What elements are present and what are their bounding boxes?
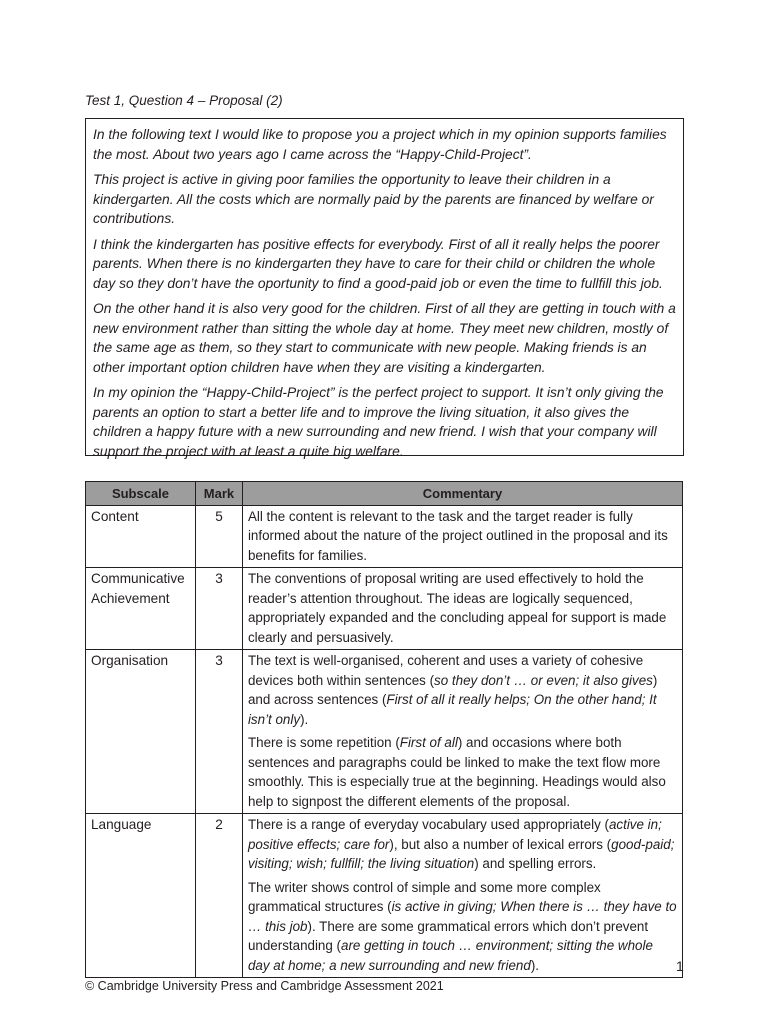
- commentary-text: ). There are some grammatical errors which don’t prevent understanding (: [247, 918, 649, 953]
- essay-box: [85, 118, 684, 459]
- commentary-text: ).: [530, 957, 540, 973]
- essay-paragraph: On the other hand it is also very good for the children. First of all they are getting in touch with a new environment rather than sitting the whole day at home. They meet new children, mostly of the same age as them, so they start to communicate with new people. Making friends is an other important option children have when they are visiting a kindergarten.: [93, 301, 676, 375]
- header-commentary: Commentary: [242, 482, 682, 506]
- italic-example-text: so they don’t … or even; it also gives: [434, 672, 653, 688]
- header-mark: Mark: [195, 482, 242, 506]
- essay-paragraph: In my opinion the “Happy-Child-Project” is the perfect project to support. It isn’t only giving the parents an option to start a better life and to improve the living situation, it also gives the children a happy future with a new surrounding and new friend. I wish that your company will support the project with at least a quite big welfare.: [93, 385, 664, 459]
- italic-example-text: First of all it really helps; On the other hand; It isn’t only: [247, 692, 657, 727]
- subscale-cell: Content: [86, 505, 196, 568]
- italic-example-text: active in; positive effects; care for: [247, 817, 662, 852]
- commentary-paragraph: [248, 733, 677, 811]
- commentary-text: ) and occasions where both sentences and paragraphs could be linked to make the text flow more smoothly. This is especially true at the beginning. Headings would also help to signpost the different elements of the proposal.: [247, 735, 666, 809]
- commentary-text: The conventions of proposal writing are used effectively to hold the reader’s attention throughout. The ideas are logically sequenced, appropriately expanded and the concluding appeal for support is made clearly and persuasively.: [247, 571, 667, 645]
- table-row: [86, 568, 683, 650]
- page-heading: Test 1, Question 4 – Proposal (2): [85, 93, 283, 108]
- commentary-cell: [242, 650, 682, 814]
- commentary-text: There is a range of everyday vocabulary used appropriately (: [247, 817, 609, 832]
- header-subscale: Subscale: [86, 482, 196, 506]
- italic-example-text: First of all: [399, 735, 458, 750]
- italic-example-text: good-paid; visiting; wish; fullfill; the living situation: [247, 836, 675, 871]
- commentary-cell: [242, 814, 682, 978]
- assessment-table: [85, 481, 683, 978]
- subscale-cell: Communicative Achievement: [86, 568, 196, 650]
- subscale-cell: Organisation: [86, 650, 196, 814]
- copyright-footer: © Cambridge University Press and Cambridge Assessment 2021: [85, 979, 444, 993]
- table-row: [86, 814, 683, 978]
- commentary-paragraph: [248, 815, 677, 874]
- page-number: 1: [676, 958, 684, 974]
- commentary-paragraph: [248, 507, 677, 566]
- essay-paragraph: In the following text I would like to propose you a project which in my opinion supports families the most. About two years ago I came across the “Happy-Child-Project”.: [93, 127, 667, 162]
- commentary-text: ) and spelling errors.: [474, 856, 597, 871]
- table-header-row: [86, 482, 683, 506]
- commentary-cell: [242, 505, 682, 568]
- italic-example-text: are getting in touch … environment; sitting the whole day at home; a new surrounding and new friend: [247, 938, 653, 973]
- essay-paragraph: I think the kindergarten has positive effects for everybody. First of all it really helps the poorer parents. When there is no kindergarten they have to care for their child or children the whole day so they don’t have the oportunity to find a good-paid job or even the time to fullfill this job.: [93, 236, 663, 291]
- mark-cell: 3: [195, 568, 242, 650]
- commentary-text: ), but also a number of lexical errors (: [389, 836, 612, 852]
- commentary-text: There is some repetition (: [247, 735, 400, 750]
- commentary-cell: [242, 568, 682, 650]
- commentary-text: The writer shows control of simple and some more complex grammatical structures (: [247, 879, 601, 914]
- table-row: [86, 650, 683, 814]
- mark-cell: 5: [195, 505, 242, 568]
- commentary-text: The text is well-organised, coherent and uses a variety of cohesive devices both within sentences (: [247, 653, 644, 688]
- commentary-paragraph: [248, 569, 677, 647]
- subscale-cell: Language: [86, 814, 196, 978]
- commentary-text: All the content is relevant to the task and the target reader is fully informed about the nature of the project outlined in the proposal and its benefits for families.: [247, 508, 668, 563]
- italic-example-text: is active in giving; When there is … they have to … this job: [247, 899, 677, 934]
- table-row: [86, 505, 683, 568]
- essay-paragraph: This project is active in giving poor families the opportunity to leave their children in a kindergarten. All the costs which are normally paid by the parents are financed by welfare or contributions.: [93, 172, 654, 226]
- commentary-text: ).: [300, 711, 309, 727]
- commentary-text: ) and across sentences (: [247, 672, 658, 707]
- mark-cell: 2: [195, 814, 242, 978]
- commentary-paragraph: [248, 878, 677, 976]
- commentary-paragraph: [248, 651, 677, 729]
- mark-cell: 3: [195, 650, 242, 814]
